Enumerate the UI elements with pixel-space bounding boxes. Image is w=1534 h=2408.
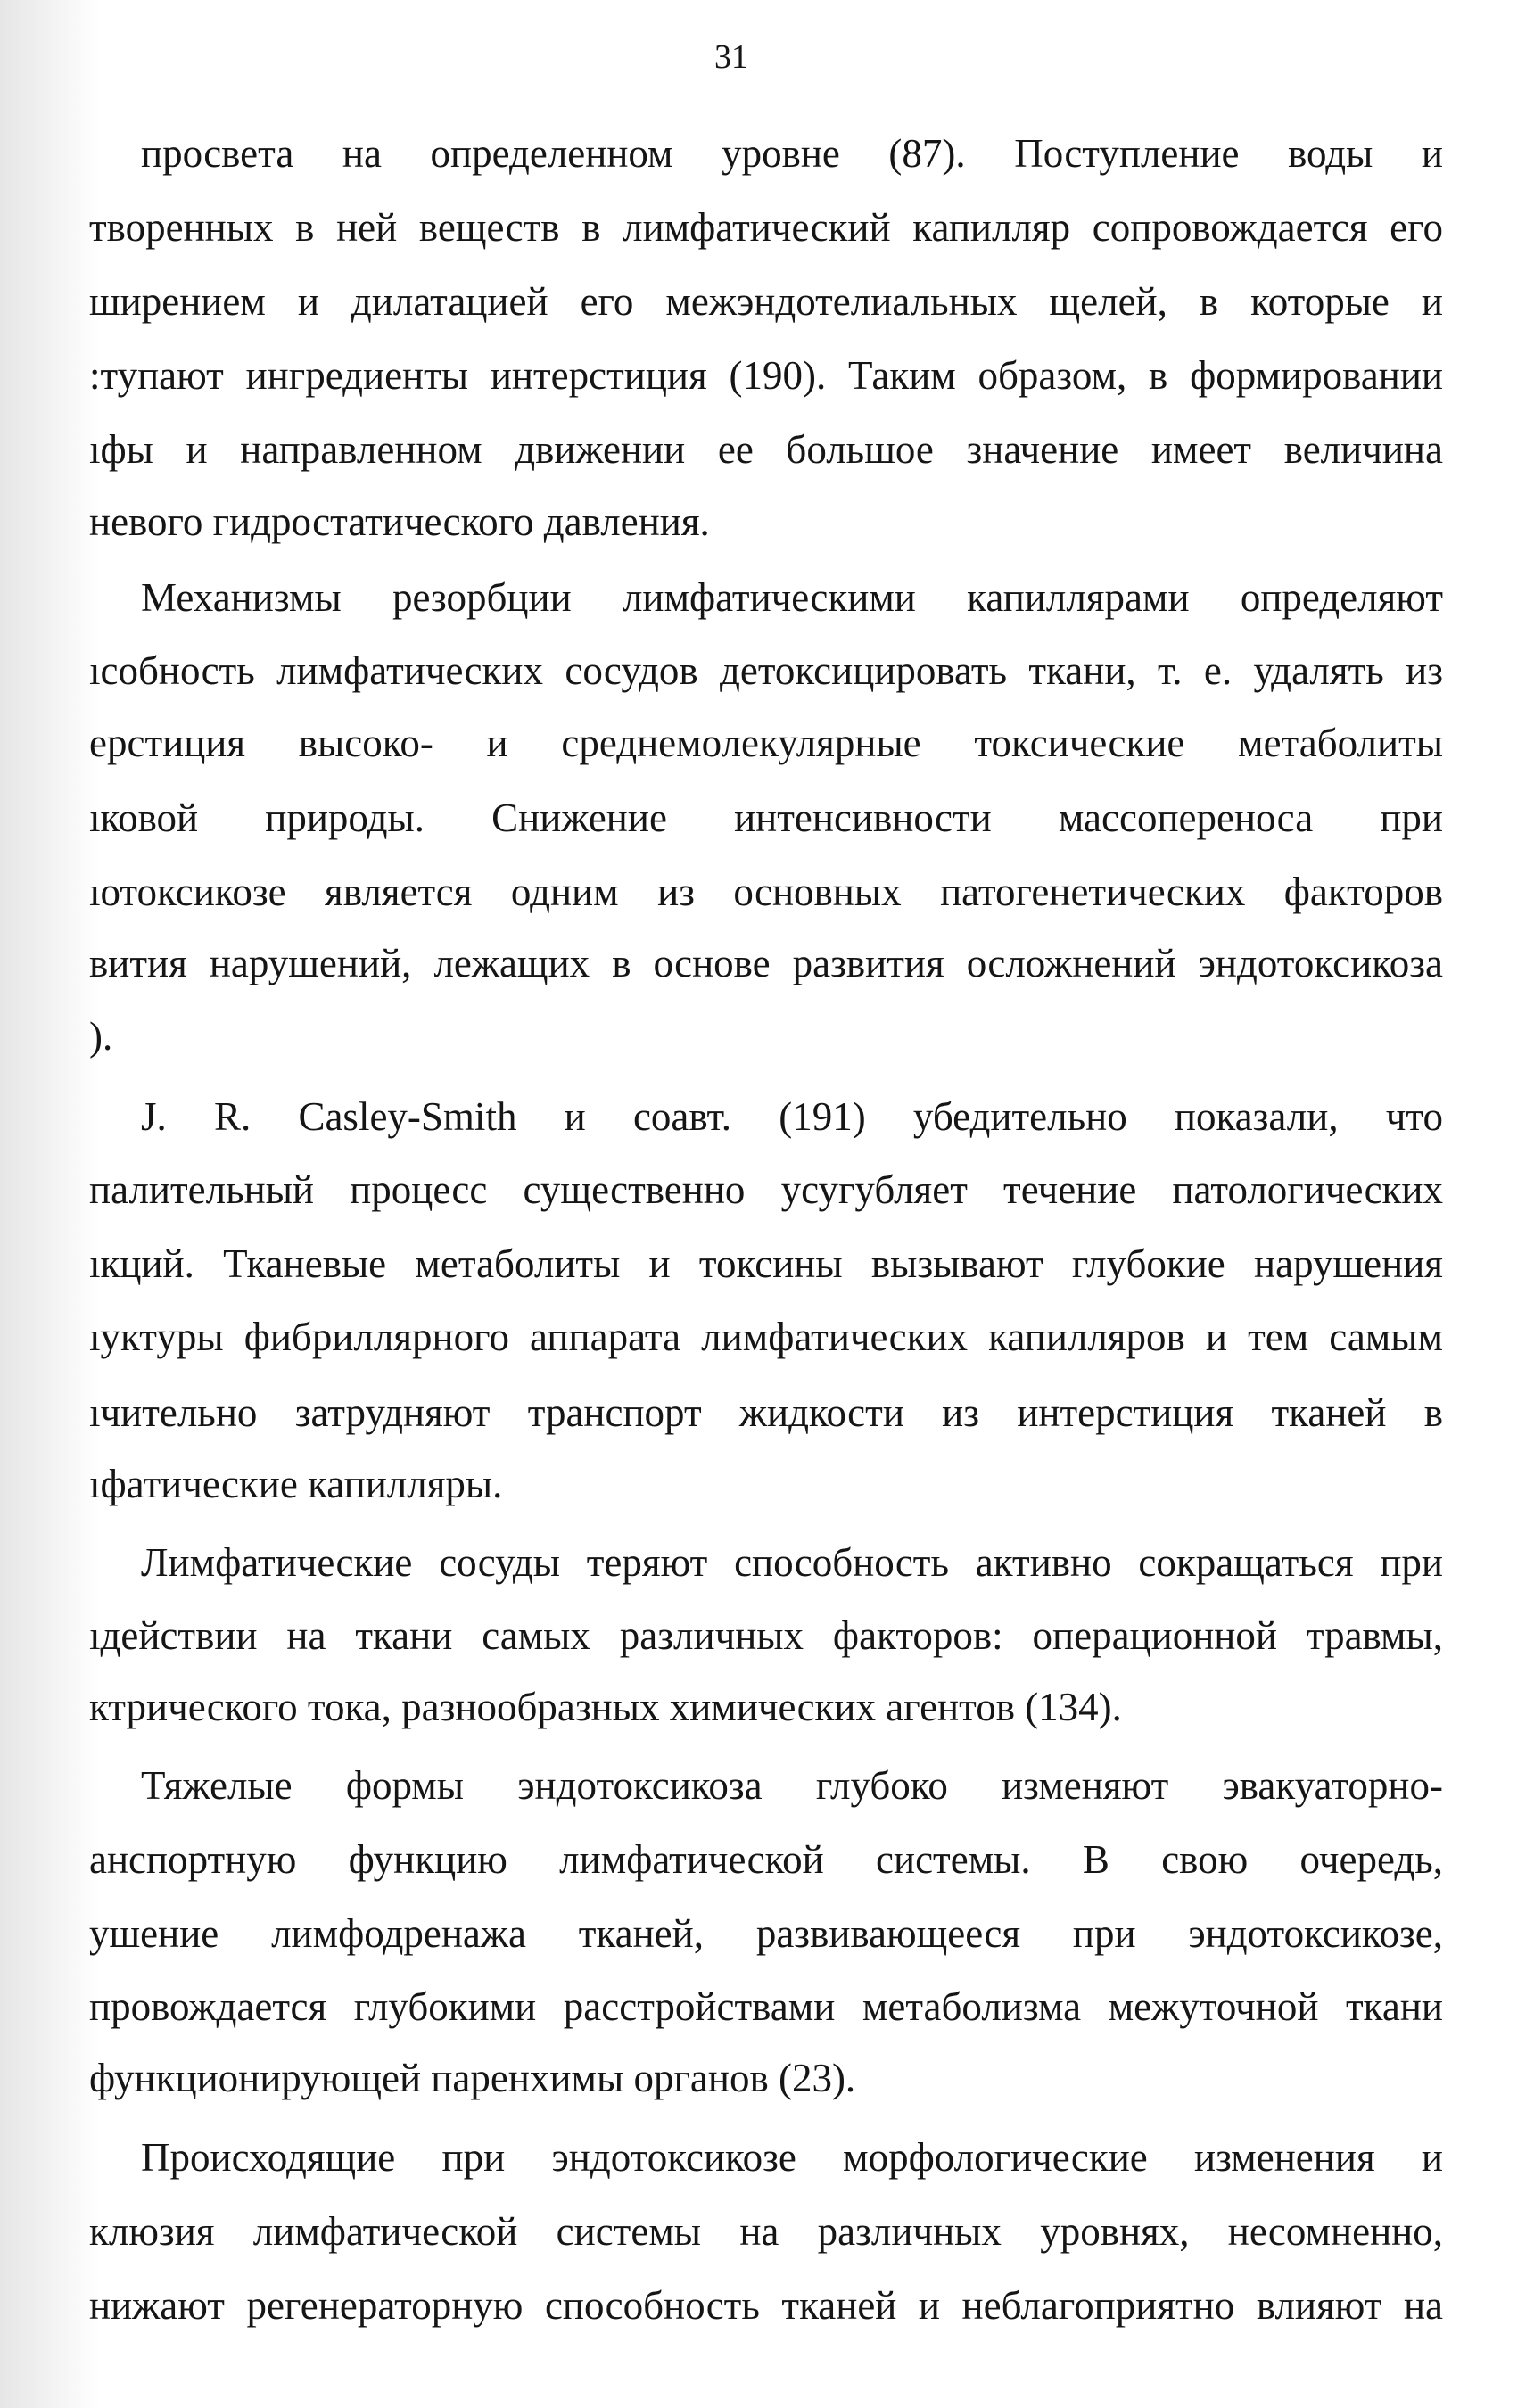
text-line: провождается глубокими расстройствами метаболизма межуточной ткани xyxy=(89,1984,1443,2029)
text-line: вития нарушений, лежащих в основе развития осложнений эндотоксикоза xyxy=(89,941,1443,985)
text-line: ıуктуры фибриллярного аппарата лимфатических капилляров и тем самым xyxy=(89,1315,1443,1359)
text-line: ıсобность лимфатических сосудов детоксицировать ткани, т. е. удалять из xyxy=(89,648,1443,693)
text-line: ıковой природы. Снижение интенсивности массопереноса при xyxy=(89,796,1443,840)
text-line: невого гидростатического давления. xyxy=(89,499,710,544)
text-line: Лимфатические сосуды теряют способность активно сокращаться при xyxy=(141,1540,1443,1585)
text-line: ıкций. Тканевые метаболиты и токсины вызывают глубокие нарушения xyxy=(89,1241,1443,1286)
text-line: Тяжелые формы эндотоксикоза глубоко изменяют эвакуаторно- xyxy=(141,1763,1443,1808)
page-number: 31 xyxy=(714,38,748,76)
text-line: ширением и дилатацией его межэндотелиальных щелей, в которые и xyxy=(89,279,1443,324)
text-line: J. R. Casley-Smith и соавт. (191) убедительно показали, что xyxy=(141,1094,1443,1139)
page-edge-shadow xyxy=(0,0,100,2408)
text-line: творенных в ней веществ в лимфатический капилляр сопровождается его xyxy=(89,205,1443,250)
text-line: ıчительно затрудняют транспорт жидкости из интерстиция тканей в xyxy=(89,1390,1443,1435)
text-line: ıфатические капилляры. xyxy=(89,1462,503,1506)
text-line: ). xyxy=(89,1014,113,1059)
text-line: Механизмы резорбции лимфатическими капиллярами определяют xyxy=(141,575,1443,620)
text-line: анспортную функцию лимфатической системы. В свою очередь, xyxy=(89,1837,1443,1882)
text-line: ıфы и направленном движении ее большое значение имеет величина xyxy=(89,427,1443,472)
text-line: палительный процесс существенно усугубляет течение патологических xyxy=(89,1167,1443,1212)
text-line: Происходящие при эндотоксикозе морфологические изменения и xyxy=(141,2135,1443,2180)
text-line: ıдействии на ткани самых различных факторов: операционной травмы, xyxy=(89,1613,1443,1658)
text-line: ктрического тока, разнообразных химических агентов (134). xyxy=(89,1685,1122,1729)
text-line: :тупают ингредиенты интерстиция (190). Таким образом, в формировании xyxy=(89,353,1443,398)
text-line: ерстиция высоко- и среднемолекулярные токсические метаболиты xyxy=(89,721,1443,765)
text-line: просвета на определенном уровне (87). Поступление воды и xyxy=(141,131,1443,176)
text-line: нижают регенераторную способность тканей и неблагоприятно влияют на xyxy=(89,2283,1443,2328)
text-line: ушение лимфодренажа тканей, развивающееся при эндотоксикозе, xyxy=(89,1911,1443,1956)
text-line: ıотоксикозе является одним из основных патогенетических факторов xyxy=(89,870,1443,914)
text-line: клюзия лимфатической системы на различных уровнях, несомненно, xyxy=(89,2209,1443,2254)
text-line: функционирующей паренхимы органов (23). xyxy=(89,2056,856,2100)
